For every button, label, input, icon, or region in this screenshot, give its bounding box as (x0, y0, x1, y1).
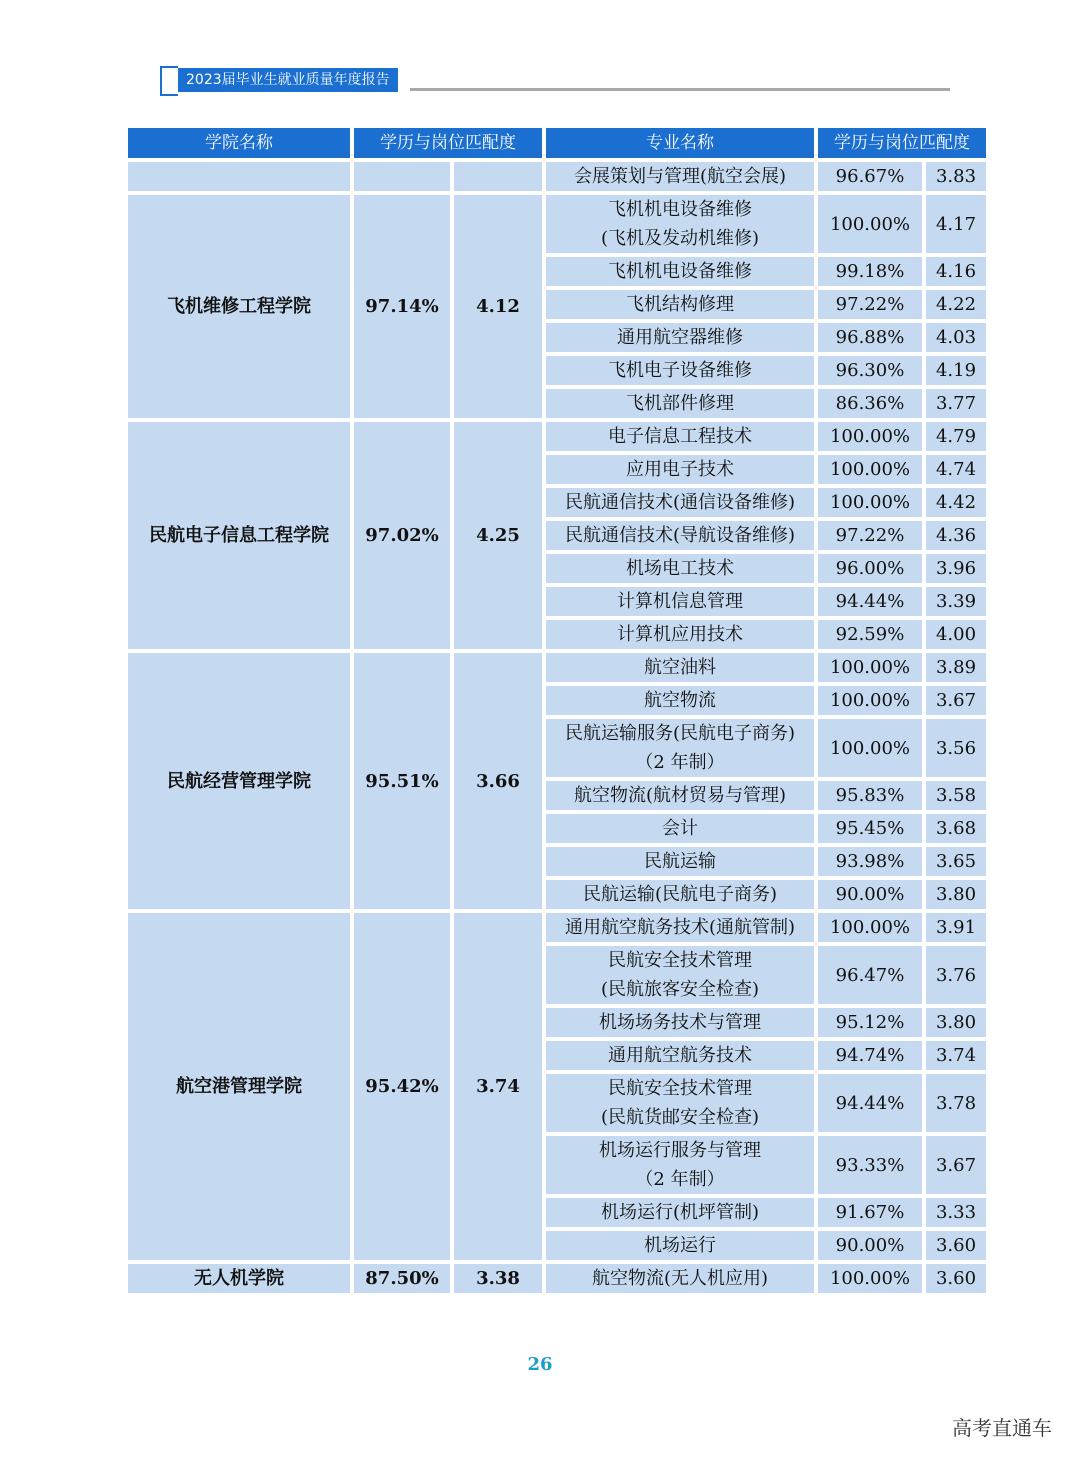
header-rule (410, 88, 950, 91)
major-score: 3.60 (926, 1231, 986, 1260)
major-name: 会展策划与管理(航空会展) (546, 162, 814, 191)
college-score (454, 162, 542, 191)
college-rate: 97.02% (354, 422, 450, 649)
college-rate (354, 162, 450, 191)
college-rate: 95.42% (354, 913, 450, 1260)
header-college: 学院名称 (128, 128, 350, 158)
major-name: 机场运行 (546, 1231, 814, 1260)
major-score: 4.36 (926, 521, 986, 550)
college-name: 无人机学院 (128, 1264, 350, 1293)
college-score: 3.74 (454, 913, 542, 1260)
header-major-match: 学历与岗位匹配度 (818, 128, 986, 158)
major-name: 民航安全技术管理 (民航货邮安全检查) (546, 1074, 814, 1132)
major-name: 通用航空器维修 (546, 323, 814, 352)
college-name: 民航经营管理学院 (128, 653, 350, 909)
major-rate: 100.00% (818, 455, 922, 484)
table-row (128, 162, 986, 191)
college-rate: 87.50% (354, 1264, 450, 1293)
table-row (128, 422, 986, 451)
major-score: 3.67 (926, 686, 986, 715)
major-score: 3.65 (926, 847, 986, 876)
table-body (128, 162, 986, 1293)
college-score: 4.12 (454, 195, 542, 418)
major-rate: 96.00% (818, 554, 922, 583)
college-rate: 97.14% (354, 195, 450, 418)
major-name: 通用航空航务技术(通航管制) (546, 913, 814, 942)
major-name: 飞机结构修理 (546, 290, 814, 319)
major-name: 飞机部件修理 (546, 389, 814, 418)
major-name: 航空物流(航材贸易与管理) (546, 781, 814, 810)
major-name: 会计 (546, 814, 814, 843)
major-rate: 100.00% (818, 195, 922, 253)
major-name: 民航运输 (546, 847, 814, 876)
major-name: 飞机机电设备维修 (546, 257, 814, 286)
major-score: 4.19 (926, 356, 986, 385)
major-score: 3.33 (926, 1198, 986, 1227)
major-score: 3.89 (926, 653, 986, 682)
major-rate: 99.18% (818, 257, 922, 286)
header-major: 专业名称 (546, 128, 814, 158)
major-rate: 100.00% (818, 422, 922, 451)
page-number: 26 (527, 1354, 553, 1375)
major-score: 4.79 (926, 422, 986, 451)
major-name: 民航安全技术管理 (民航旅客安全检查) (546, 946, 814, 1004)
major-rate: 100.00% (818, 653, 922, 682)
major-name: 民航运输(民航电子商务) (546, 880, 814, 909)
major-score: 3.39 (926, 587, 986, 616)
major-name: 电子信息工程技术 (546, 422, 814, 451)
major-rate: 93.33% (818, 1136, 922, 1194)
college-name: 飞机维修工程学院 (128, 195, 350, 418)
major-name: 航空物流 (546, 686, 814, 715)
major-rate: 96.47% (818, 946, 922, 1004)
table-row (128, 1264, 986, 1293)
major-rate: 92.59% (818, 620, 922, 649)
major-name: 计算机应用技术 (546, 620, 814, 649)
major-rate: 100.00% (818, 686, 922, 715)
major-score: 3.96 (926, 554, 986, 583)
major-rate: 97.22% (818, 290, 922, 319)
major-score: 3.91 (926, 913, 986, 942)
major-score: 4.03 (926, 323, 986, 352)
college-score: 3.66 (454, 653, 542, 909)
major-score: 4.00 (926, 620, 986, 649)
major-name: 机场运行服务与管理 （2 年制） (546, 1136, 814, 1194)
major-rate: 100.00% (818, 1264, 922, 1293)
major-score: 4.16 (926, 257, 986, 286)
major-score: 3.58 (926, 781, 986, 810)
watermark: 高考直通车 (952, 1416, 1052, 1440)
table-row (128, 653, 986, 682)
major-name: 民航运输服务(民航电子商务) （2 年制） (546, 719, 814, 777)
major-name: 机场运行(机坪管制) (546, 1198, 814, 1227)
major-rate: 94.74% (818, 1041, 922, 1070)
major-score: 3.80 (926, 880, 986, 909)
major-name: 计算机信息管理 (546, 587, 814, 616)
major-rate: 100.00% (818, 913, 922, 942)
major-score: 3.78 (926, 1074, 986, 1132)
major-rate: 100.00% (818, 719, 922, 777)
major-score: 3.80 (926, 1008, 986, 1037)
major-score: 3.83 (926, 162, 986, 191)
major-score: 4.74 (926, 455, 986, 484)
report-header (160, 66, 950, 96)
major-rate: 100.00% (818, 488, 922, 517)
major-score: 4.42 (926, 488, 986, 517)
college-name: 航空港管理学院 (128, 913, 350, 1260)
major-rate: 94.44% (818, 1074, 922, 1132)
major-rate: 90.00% (818, 1231, 922, 1260)
major-rate: 95.12% (818, 1008, 922, 1037)
major-rate: 95.83% (818, 781, 922, 810)
major-name: 应用电子技术 (546, 455, 814, 484)
major-score: 3.76 (926, 946, 986, 1004)
header-bracket (160, 66, 178, 96)
major-rate: 94.44% (818, 587, 922, 616)
major-score: 3.68 (926, 814, 986, 843)
report-title: 2023届毕业生就业质量年度报告 (178, 68, 398, 92)
major-score: 4.17 (926, 195, 986, 253)
major-score: 3.77 (926, 389, 986, 418)
major-name: 飞机电子设备维修 (546, 356, 814, 385)
major-rate: 96.67% (818, 162, 922, 191)
college-rate: 95.51% (354, 653, 450, 909)
college-score: 3.38 (454, 1264, 542, 1293)
college-name (128, 162, 350, 191)
college-score: 4.25 (454, 422, 542, 649)
major-name: 飞机机电设备维修 (飞机及发动机维修) (546, 195, 814, 253)
major-rate: 86.36% (818, 389, 922, 418)
major-name: 机场场务技术与管理 (546, 1008, 814, 1037)
major-rate: 97.22% (818, 521, 922, 550)
major-name: 机场电工技术 (546, 554, 814, 583)
major-score: 3.67 (926, 1136, 986, 1194)
major-rate: 95.45% (818, 814, 922, 843)
major-rate: 96.88% (818, 323, 922, 352)
major-score: 3.56 (926, 719, 986, 777)
major-name: 民航通信技术(通信设备维修) (546, 488, 814, 517)
major-rate: 91.67% (818, 1198, 922, 1227)
major-name: 通用航空航务技术 (546, 1041, 814, 1070)
major-rate: 93.98% (818, 847, 922, 876)
major-name: 航空物流(无人机应用) (546, 1264, 814, 1293)
major-score: 4.22 (926, 290, 986, 319)
major-name: 民航通信技术(导航设备维修) (546, 521, 814, 550)
table-row (128, 913, 986, 942)
major-rate: 96.30% (818, 356, 922, 385)
major-score: 3.74 (926, 1041, 986, 1070)
college-name: 民航电子信息工程学院 (128, 422, 350, 649)
major-score: 3.60 (926, 1264, 986, 1293)
table-row (128, 195, 986, 253)
major-rate: 90.00% (818, 880, 922, 909)
major-match-table (124, 124, 990, 1297)
header-college-match: 学历与岗位匹配度 (354, 128, 542, 158)
major-name: 航空油料 (546, 653, 814, 682)
table-header-row (128, 128, 986, 158)
